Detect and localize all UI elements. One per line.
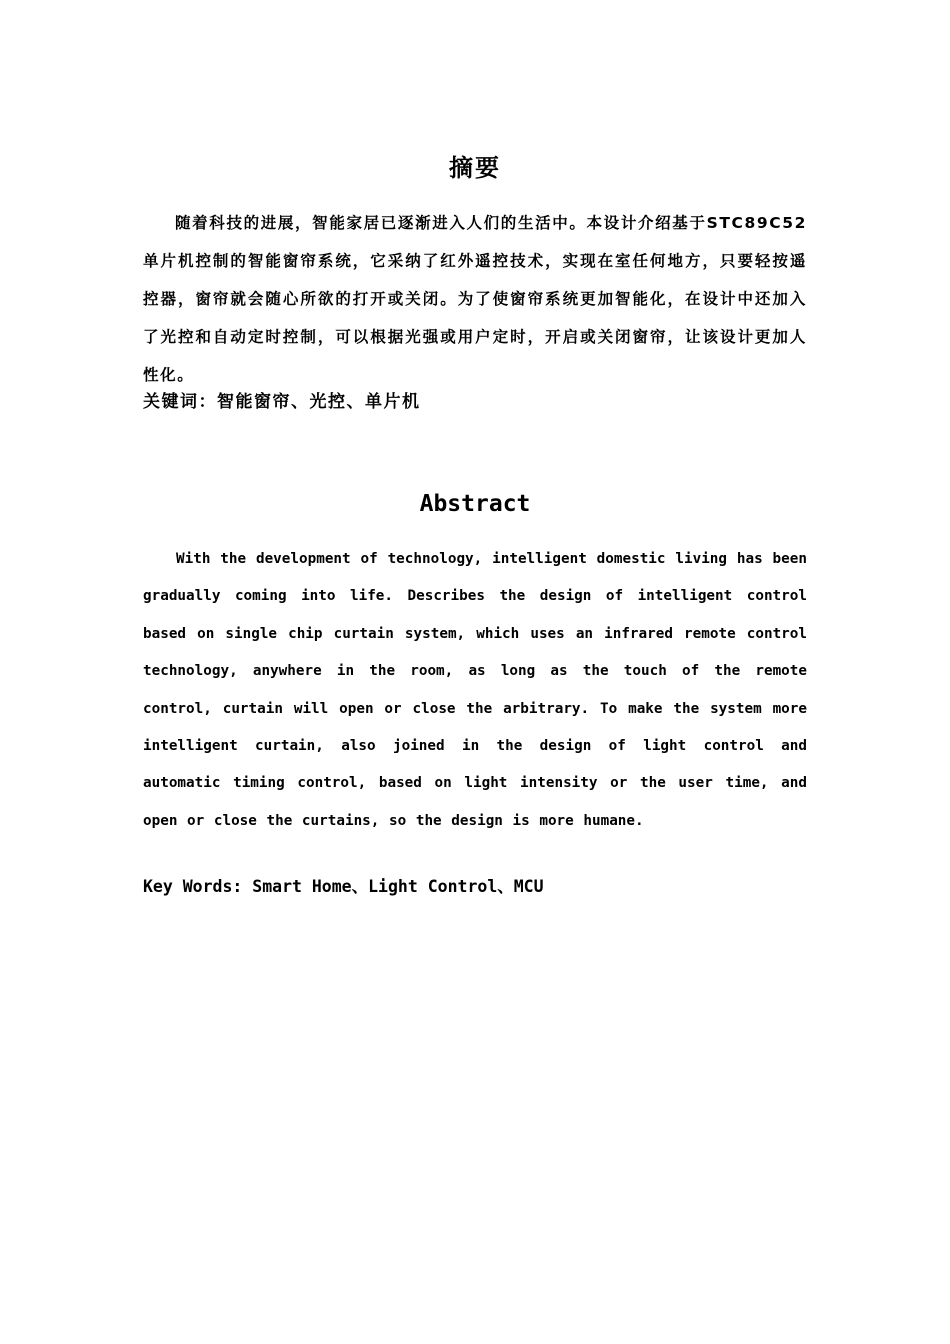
english-abstract-title: Abstract bbox=[419, 491, 531, 517]
chinese-abstract-body: 随着科技的进展，智能家居已逐渐进入人们的生活中。本设计介绍基于STC89C52单片机控制的智能窗帘系统，它采纳了红外遥控技术，实现在室任何地方，只要轻按遥控器，窗帘就会随心所欲的打开或关闭。为了使窗帘系统更加智能化，在设计中还加入了光控和自动定时控制，可以根据光强或用户定时，开启或关闭窗帘，让该设计更加人性化。 bbox=[143, 214, 807, 384]
chinese-keywords: 关键词：智能窗帘、光控、单片机 bbox=[143, 392, 421, 412]
chinese-abstract-title: 摘要 bbox=[449, 154, 501, 182]
english-abstract-body: With the development of technology, intelligent domestic living has been gradually coming into life. Describes the design of intelligent control based on single chip curtain system, which uses an infrared remote control technology, anywhere in the room, as long as the touch of the remote control, curtain will open or close the arbitrary. To make the system more intelligent curtain, also joined in the design of light control and automatic timing control, based on light intensity or the user time, and open or close the curtains, so the design is more humane. bbox=[143, 551, 807, 829]
english-keywords: Key Words: Smart Home、Light Control、MCU bbox=[143, 877, 544, 896]
